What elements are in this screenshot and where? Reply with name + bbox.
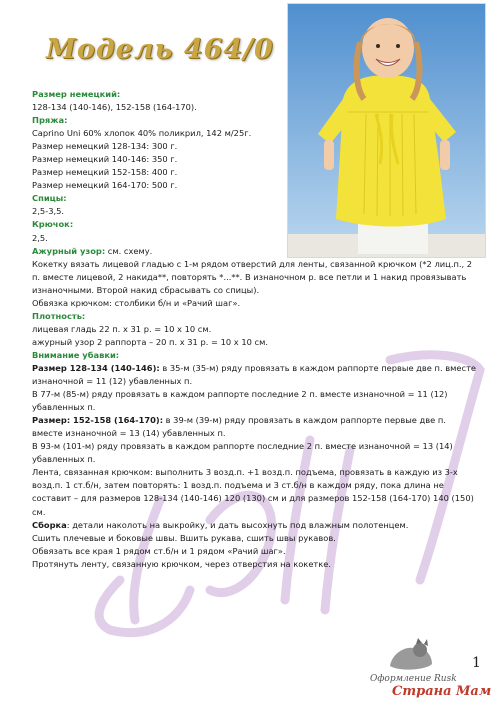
density-heading: Плотность: [32, 310, 86, 321]
density-line: ажурный узор 2 раппорта – 20 п. x 31 р. = 10 x 10 см. [32, 336, 269, 347]
yarn-line: Размер немецкий 128-134: 300 г. [32, 141, 178, 152]
yarn-line: Размер немецкий 164-170: 500 г. [32, 180, 178, 191]
yarn-line: Размер немецкий 152-158: 400 г. [32, 167, 178, 178]
needles-heading: Спицы: [32, 193, 67, 204]
page-title: Модель 464/0 [46, 34, 274, 65]
final-line: Протянуть ленту, связанную крючком, через отверстия на кокетке. [32, 558, 332, 569]
lace-heading: Ажурный узор: [32, 245, 106, 256]
designer-signature: Оформление Rusk [370, 674, 457, 684]
decrease-size2 [32, 414, 477, 440]
assembly-line [32, 519, 477, 532]
lace-pattern-line [32, 245, 477, 258]
yarn-line: Caprino Uni 60% хлопок 40% поликрил, 142 м/25г. [32, 128, 252, 139]
yarn-heading: Пряжа: [32, 115, 68, 126]
decrease-size1-second: В 77-м (85-м) ряду провязать в каждом раппорте последние 2 п. вместе изнаночной = 11 (12) убавленных п. [32, 389, 448, 413]
density-line: лицевая гладь 22 п. x 31 р. = 10 x 10 см. [32, 323, 212, 334]
decrease-size2-label: Размер: 152-158 (164-170): [32, 415, 164, 426]
animal-logo-icon [380, 636, 440, 676]
size-value: 128-134 (140-146), 152-158 (164-170). [32, 102, 197, 113]
decrease-size2-second: В 93-м (101-м) ряду провязать в каждом раппорте последние 2 п. вместе изнаночной = 13 (14) убавленных п. [32, 441, 453, 465]
ribbon-instructions: Лента, связанная крючком: выполнить 3 возд.п. +1 возд.п. подъема, провязать в каждую из 3-х возд.п. 1 ст.б/н, затем повторять: 1 возд.п. подъема и 3 ст.б/н в каждом ряду, пока длина не составит – для размеров 128-134 (140-146) 120 (130) см и для размеров 152-158 (164-170) 140 (150) см. [32, 467, 474, 517]
decrease-size2-text: в 39-м (39-м) ряду провязать в каждом раппорте первые две п. вместе изнаночной = 13 (14) убавленных п. [32, 415, 446, 439]
hook-heading: Крючок: [32, 219, 74, 230]
final-line: Сшить плечевые и боковые швы. Вшить рукава, сшить швы рукавов. [32, 532, 336, 543]
lace-description: Кокетку вязать лицевой гладью с 1-м рядом отверстий для ленты, связанной крючком (*2 лиц.п., 2 п. вместе лицевой, 2 накида**, повторять *...**. В изнаночном р. все петли и 1 накид провязывать изнаночными. Второй накид сбрасывать со спицы). [32, 258, 473, 295]
page-number: 1 [472, 655, 481, 671]
assembly-label: Сборка [32, 519, 67, 530]
decrease-size1-text: в 35-м (35-м) ряду провязать в каждом раппорте первые две п. вместе изнаночной = 11 (12) убавленных п. [32, 362, 477, 387]
final-line: Обвязать все края 1 рядом ст.б/н и 1 рядом «Рачий шаг». [32, 545, 286, 556]
size-heading: Размер немецкий: [32, 89, 121, 99]
decrease-size1-label: Размер 128-134 (140-146): [32, 362, 160, 373]
lace-value: см. схему. [105, 245, 153, 256]
attention-heading: Внимание убавки: [32, 349, 120, 360]
yarn-line: Размер немецкий 140-146: 350 г. [32, 154, 178, 165]
needles-value: 2,5-3,5. [32, 206, 65, 217]
assembly-text: : детали наколоть на выкройку, и дать высохнуть под влажным полотенцем. [66, 519, 409, 530]
hook-value: 2,5. [32, 232, 48, 243]
decrease-size1 [32, 362, 477, 388]
instructions [32, 88, 477, 571]
site-logo: Страна Мам [392, 684, 492, 699]
edge-line: Обвязка крючком: столбики б/н и «Рачий шаг». [32, 297, 241, 308]
